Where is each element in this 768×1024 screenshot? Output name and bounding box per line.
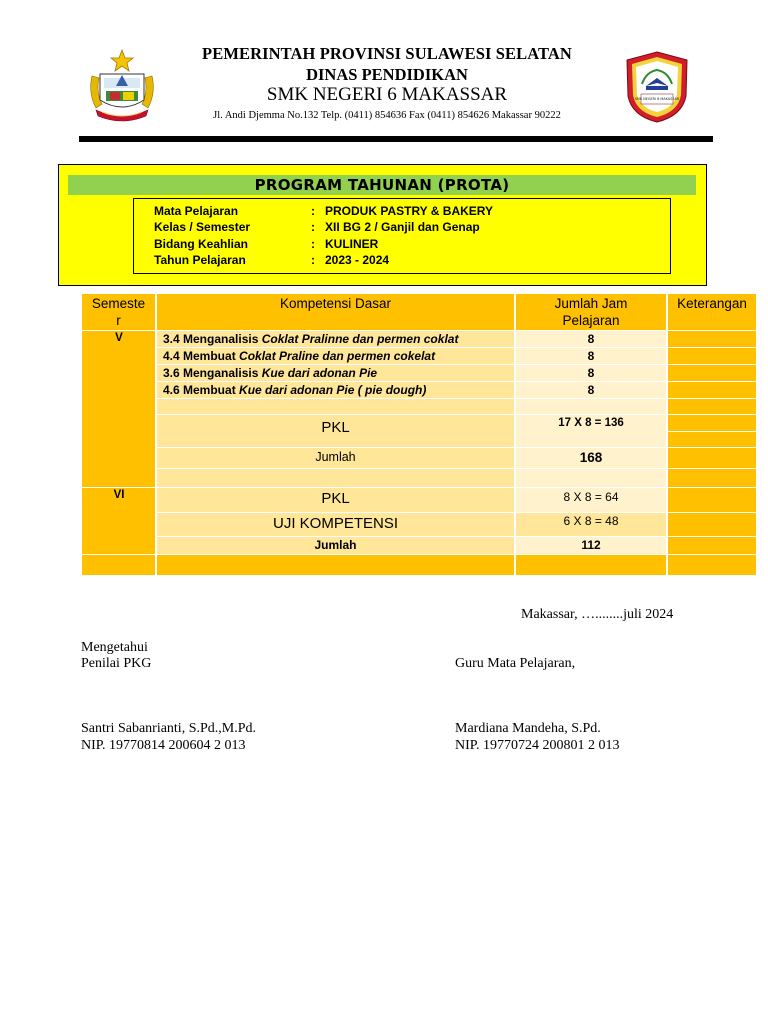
- jumlah-label: Jumlah: [157, 537, 514, 554]
- kd-topic: Kue dari adonan Pie ( pie dough): [239, 383, 427, 397]
- detail-value: 2023 - 2024: [325, 253, 390, 267]
- header-jam-text: Jumlah Jam: [554, 296, 628, 311]
- semester-v-cell: [82, 331, 155, 487]
- school-emblem-icon: [624, 50, 690, 124]
- program-title: PROGRAM TAHUNAN (PROTA): [254, 176, 510, 194]
- kd-topic: Kue dari adonan Pie: [261, 366, 378, 380]
- program-details: [133, 198, 671, 274]
- kd-row: [157, 382, 514, 398]
- pkl-jam: 8 X 8 = 64: [516, 488, 666, 512]
- empty-jam-cell: [516, 469, 666, 487]
- detail-value: PRODUK PASTRY & BAKERY: [325, 204, 494, 218]
- prota-table: [82, 294, 756, 575]
- empty-row: [157, 555, 514, 575]
- kd-topic: Coklat Pralinne dan permen coklat: [261, 332, 459, 346]
- jumlah-value: 112: [516, 537, 666, 554]
- detail-label: Bidang Keahlian: [154, 237, 249, 251]
- kd-row: [157, 331, 514, 347]
- detail-separator: :: [311, 220, 315, 234]
- right-title-guru: Guru Mata Pelajaran,: [455, 656, 576, 671]
- uji-kompetensi-jam: 6 X 8 = 48: [516, 513, 666, 536]
- kd-row: [157, 365, 514, 381]
- kd-number: 4.6 Membuat: [163, 383, 240, 397]
- left-title-penilai: Penilai PKG: [81, 656, 152, 671]
- kd-number: 4.4 Membuat: [163, 349, 240, 363]
- left-title-mengetahui: Mengetahui: [81, 640, 148, 655]
- letterhead-line-department: DINAS PENDIDIKAN: [306, 65, 468, 84]
- empty-row: [157, 469, 514, 487]
- empty-jam-cell: [516, 399, 666, 414]
- header-semester: [82, 294, 155, 330]
- header-keterangan: Keterangan: [668, 294, 756, 330]
- left-signatory-name: Santri Sabanrianti, S.Pd.,M.Pd.: [81, 721, 257, 736]
- pkl-label: PKL: [157, 415, 514, 447]
- detail-label: Mata Pelajaran: [154, 204, 239, 218]
- detail-label: Kelas / Semester: [154, 220, 251, 234]
- letterhead-rule: [79, 136, 713, 142]
- detail-label: Tahun Pelajaran: [154, 253, 246, 267]
- letterhead-line-province: PEMERINTAH PROVINSI SULAWESI SELATAN: [202, 44, 572, 63]
- jam-cell: 8: [516, 365, 666, 381]
- program-info-box: [58, 164, 707, 286]
- header-kompetensi-dasar: Kompetensi Dasar: [157, 294, 514, 330]
- letterhead-address: Jl. Andi Djemma No.132 Telp. (0411) 854636 Fax (0411) 854626 Makassar 90222: [213, 110, 561, 121]
- letterhead-school-name: SMK NEGERI 6 MAKASSAR: [266, 84, 508, 105]
- empty-row: [516, 555, 666, 575]
- kd-row: [157, 348, 514, 364]
- semester-vi-label: VI: [113, 489, 125, 501]
- jam-cell: 8: [516, 348, 666, 364]
- jam-cell: 8: [516, 382, 666, 398]
- kd-number: 3.4 Menganalisis: [163, 332, 262, 346]
- detail-value: XII BG 2 / Ganjil dan Genap: [325, 220, 480, 234]
- jumlah-value: 168: [516, 448, 666, 468]
- left-signatory-nip: NIP. 19770814 200604 2 013: [81, 738, 246, 753]
- detail-separator: :: [311, 237, 315, 251]
- detail-separator: :: [311, 204, 315, 218]
- empty-row: [157, 399, 514, 414]
- header-jumlah-jam: [516, 294, 666, 330]
- detail-separator: :: [311, 253, 315, 267]
- jumlah-label: Jumlah: [157, 448, 514, 468]
- right-signatory-name: Mardiana Mandeha, S.Pd.: [455, 721, 601, 736]
- place-date: Makassar, …........juli 2024: [521, 607, 674, 622]
- pkl-jam: 17 X 8 = 136: [516, 415, 666, 447]
- header-jam-text-cont: Pelajaran: [562, 313, 620, 328]
- empty-row: [82, 555, 155, 575]
- kd-number: 3.6 Menganalisis: [163, 366, 262, 380]
- semester-vi-cell: [82, 488, 155, 554]
- empty-row: [668, 555, 756, 575]
- pkl-label: PKL: [157, 488, 514, 512]
- school-emblem-label: SMK NEGERI 6 MAKASSAR: [634, 97, 680, 101]
- letterhead: [0, 0, 768, 145]
- keterangan-dividers: [668, 331, 756, 555]
- semester-v-label: V: [115, 332, 123, 344]
- uji-kompetensi-label: UJI KOMPETENSI: [157, 513, 514, 536]
- header-semester-text: Semeste: [91, 296, 146, 311]
- header-semester-text-cont: r: [116, 313, 121, 328]
- kd-topic: Coklat Praline dan permen cokelat: [239, 349, 436, 363]
- program-title-bar: [68, 175, 696, 195]
- detail-value: KULINER: [325, 237, 379, 251]
- jam-cell: 8: [516, 331, 666, 347]
- right-signatory-nip: NIP. 19770724 200801 2 013: [455, 738, 620, 753]
